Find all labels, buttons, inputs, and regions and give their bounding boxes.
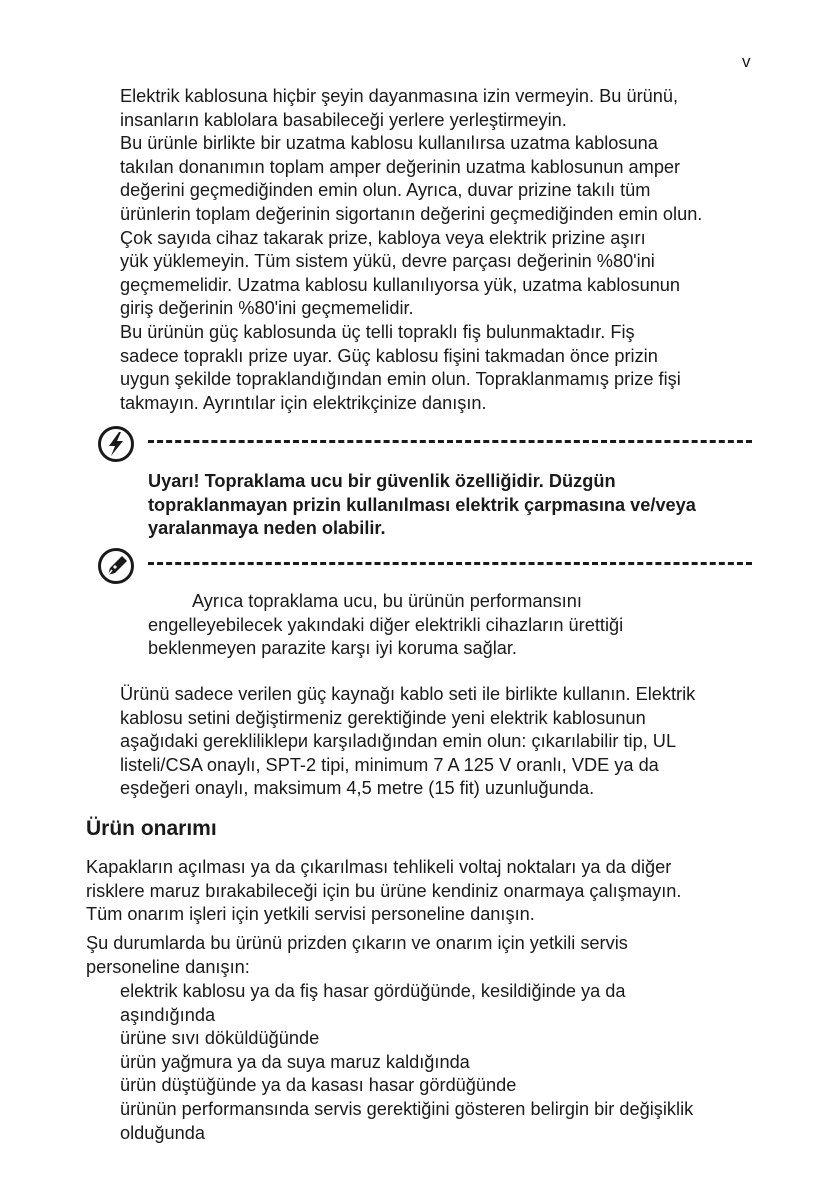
page-number: v — [742, 52, 751, 71]
text-line: Çok sayıda cihaz takarak prize, kabloya veya elektrik prizine aşırı — [120, 227, 646, 248]
text-line: aşağıdaki gerekliliklери karşıladığından emin olun: çıkarılabilir tip, UL — [120, 731, 677, 752]
text-line: personeline danışın: — [86, 956, 250, 977]
text-line: listeli/CSA onaylı, SPT-2 tipi, minimum 7 A 125 V oranlı, VDE ya da — [120, 754, 659, 775]
text-line: yük yüklemeyin. Tüm sistem yükü, devre parçası değerinin %80'ini — [120, 251, 655, 272]
text-line: takılan donanımın toplam amper değerinin uzatma kablosunun amper — [120, 156, 681, 177]
text-line: uygun şekilde topraklandığından emin olun. Topraklanmamış prize fişi — [120, 369, 681, 390]
note-line: beklenmeyen parazite karşı iyi koruma sağlar. — [148, 638, 517, 659]
note-text — [148, 590, 768, 661]
text-line: değerini geçmediğinden emin olun. Ayrıca, duvar prizine takılı tüm — [120, 180, 651, 201]
power-cord-paragraph — [120, 85, 780, 415]
text-line: eşdeğeri onaylı, maksimum 4,5 metre (15 fit) uzunluğunda. — [120, 778, 595, 799]
text-line: Bu ürünün güç kablosunda üç telli topraklı fiş bulunmaktadır. Fiş — [120, 321, 635, 342]
text-line: ürünlerin toplam değerinin sigortanın değerini geçmediğinden emin olun. — [120, 203, 703, 224]
text-line: Tüm onarım işleri için yetkili servisi personeline danışın. — [86, 904, 535, 925]
list-item: ürüne sıvı döküldüğünde — [120, 1028, 320, 1049]
text-line: risklere maruz bırakabileceği için bu ürüne kendiniz onarmaya çalışmayın. — [86, 880, 682, 901]
repair-conditions-list — [120, 980, 780, 1145]
power-supply-paragraph — [120, 683, 780, 801]
note-divider — [148, 562, 752, 565]
text-line: Kapakların açılması ya da çıkarılması tehlikeli voltaj noktaları ya da diğer — [86, 857, 672, 877]
note-pen-icon — [96, 546, 136, 586]
text-line: Bu ürünle birlikte bir uzatma kablosu kullanılırsa uzatma kablosuna — [120, 133, 658, 154]
warning-line: topraklanmayan prizin kullanılması elektrik çarpmasına ve/veya — [148, 494, 696, 515]
warning-divider — [148, 440, 752, 443]
repair-paragraph-2 — [86, 932, 776, 979]
note-line: engelleyebilecek yakındaki diğer elektrikli cihazların ürettiği — [148, 614, 624, 635]
list-item: aşındığında — [120, 1004, 216, 1025]
text-line: Ürünü sadece verilen güç kaynağı kablo seti ile birlikte kullanın. Elektrik — [120, 684, 696, 704]
text-line: geçmemelidir. Uzatma kablosu kullanılıyorsa yük, uzatma kablosunun — [120, 274, 681, 295]
list-item: elektrik kablosu ya da fiş hasar gördüğünde, kesildiğinde ya da — [120, 981, 626, 1001]
section-heading: Ürün onarımı — [86, 817, 217, 840]
text-line: takmayın. Ayrıntılar için elektrikçinize danışın. — [120, 392, 487, 413]
lightning-warning-icon — [96, 424, 136, 464]
text-line: Elektrik kablosuna hiçbir şeyin dayanmasına izin vermeyin. Bu ürünü, — [120, 86, 679, 106]
text-line: insanların kablolara basabileceği yerlere yerleştirmeyin. — [120, 109, 567, 130]
note-line: Ayrıca topraklama ucu, bu ürünün performansını — [192, 591, 582, 611]
list-item: olduğunda — [120, 1122, 205, 1143]
text-line: sadece topraklı prize uyar. Güç kablosu fişini takmadan önce prizin — [120, 345, 658, 366]
text-line: kablosu setini değiştirmeniz gerektiğinde yeni elektrik kablosunun — [120, 707, 646, 728]
text-line: Şu durumlarda bu ürünü prizden çıkarın ve onarım için yetkili servis — [86, 933, 628, 953]
list-item: ürünün performansında servis gerektiğini gösteren belirgin bir değişiklik — [120, 1098, 694, 1119]
repair-paragraph-1 — [86, 856, 776, 927]
list-item: ürün yağmura ya da suya maruz kaldığında — [120, 1051, 470, 1072]
list-item: ürün düştüğünde ya da kasası hasar gördüğünde — [120, 1075, 517, 1096]
warning-text — [148, 470, 768, 541]
text-line: giriş değerinin %80'ini geçmemelidir. — [120, 298, 414, 319]
warning-line: yaralanmaya neden olabilir. — [148, 518, 386, 539]
warning-line: Uyarı! Topraklama ucu bir güvenlik özelliğidir. Düzgün — [148, 471, 616, 491]
